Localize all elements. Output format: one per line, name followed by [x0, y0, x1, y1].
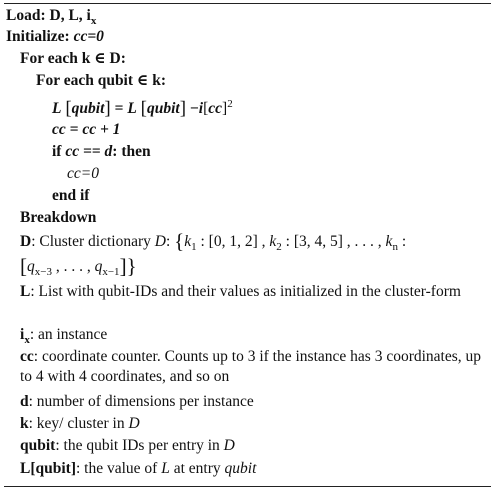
assign-eq: = [114, 100, 124, 117]
def-k [20, 414, 140, 434]
def-D-line2: [$q_{x-3}$ , . . . , $q_{x-1}$]} [20, 254, 137, 278]
def-L [20, 282, 487, 302]
for-k-text: For each k ∈ D: [20, 50, 126, 67]
def-L-term: L [20, 283, 31, 300]
def-L-desc: : List with qubit-IDs and their values as initialized in the cluster-form [30, 283, 461, 300]
def-D-k1-val: : [0, 1, 2] , [200, 233, 266, 250]
assign-lhs-L: L [52, 100, 62, 117]
def-D-kn-sub: n [392, 241, 398, 253]
if-line [52, 142, 151, 162]
def-cc-desc: : coordinate counter. Counts up to 3 if the instance has 3 coordinates, up to 4 with 4 coordinates, and so on [20, 348, 482, 385]
increment-line [52, 120, 120, 140]
def-D-sep: : [165, 233, 171, 250]
def-D-kn: k [385, 233, 393, 250]
top-rule [4, 3, 491, 4]
assignment-line: L [qubit] = L [qubit] −i[cc]$^2$ [52, 98, 233, 119]
end-if-line [52, 186, 89, 206]
def-D-line1: D: Cluster dictionary D: {$k_1$ : [0, 1, 2] , $k_2$ : [3, 4, 5] , . . . , $k_n$ : [20, 229, 407, 253]
def-d-desc: : number of dimensions per instance [28, 393, 254, 410]
reset-expr: cc=0 [67, 165, 99, 182]
def-D-k1: k [184, 233, 192, 250]
assign-rhs-L: L [127, 100, 137, 117]
breakdown-title: Breakdown [20, 209, 97, 226]
def-Lqubit [20, 459, 256, 479]
def-qubit-var: D [223, 437, 235, 454]
if-kw: if [52, 143, 62, 160]
def-Lq-var: L [161, 460, 170, 477]
assign-i: i [198, 100, 204, 117]
def-ix-desc: : an instance [29, 326, 108, 343]
load-sub: x [90, 15, 97, 27]
def-D-q2-sub: x−1 [102, 266, 120, 278]
bottom-rule [4, 486, 491, 487]
if-then: : then [112, 143, 151, 160]
init-expr: cc=0 [73, 28, 104, 45]
load-label: Load: [6, 7, 46, 24]
def-k-var: D [128, 415, 140, 432]
def-d-term: d [20, 393, 29, 410]
breakdown-heading [20, 208, 96, 228]
reset-line [67, 164, 99, 184]
for-each-qubit-line [36, 71, 166, 91]
assign-rhs-var: qubit [147, 100, 180, 117]
load-vars: D, L, i [49, 7, 91, 24]
def-ix-sub: x [24, 334, 30, 346]
end-if-text: end if [52, 187, 90, 204]
def-cc-term: cc [20, 348, 34, 365]
def-cc [20, 347, 487, 387]
assign-minus: − [189, 100, 199, 117]
def-ix-term: i [20, 326, 25, 343]
def-k-term: k [20, 415, 29, 432]
def-D-var: D [154, 233, 166, 250]
assign-lhs-var: qubit [71, 100, 105, 117]
def-D-kn-colon: : [401, 233, 407, 250]
def-k-desc: : key/ cluster in [28, 415, 125, 432]
def-D-q1: q [27, 258, 35, 275]
def-qubit-desc: : the qubit IDs per entry in [55, 437, 220, 454]
def-D-k2: k [269, 233, 277, 250]
def-D-mid: , . . . , [55, 258, 91, 275]
increment-expr: cc = cc + 1 [52, 121, 121, 138]
for-each-k-line [20, 49, 126, 69]
def-qubit-term: qubit [20, 437, 56, 454]
def-D-desc: : Cluster dictionary [31, 233, 151, 250]
assign-cc: cc [208, 100, 223, 117]
def-D-q2: q [94, 258, 103, 275]
def-Lq-term: L[qubit] [20, 460, 76, 477]
def-Lq-var2: qubit [224, 460, 257, 477]
def-Lq-mid: at entry [173, 460, 221, 477]
def-D-k2-sub: 2 [276, 241, 282, 253]
def-D-k1-sub: 1 [191, 241, 197, 253]
initialize-line [6, 27, 104, 47]
def-D-term: D [20, 233, 32, 250]
def-d [20, 392, 254, 412]
def-qubit [20, 436, 235, 456]
if-cond: cc == d [65, 143, 113, 160]
for-qubit-text: For each qubit ∈ k: [36, 72, 167, 89]
init-label: Initialize: [6, 28, 70, 45]
def-D-q1-sub: x−3 [34, 266, 52, 278]
def-D-k2-val: : [3, 4, 5] , . . . , [285, 233, 382, 250]
assign-pow: 2 [227, 98, 233, 110]
def-Lq-desc: : the value of [76, 460, 158, 477]
